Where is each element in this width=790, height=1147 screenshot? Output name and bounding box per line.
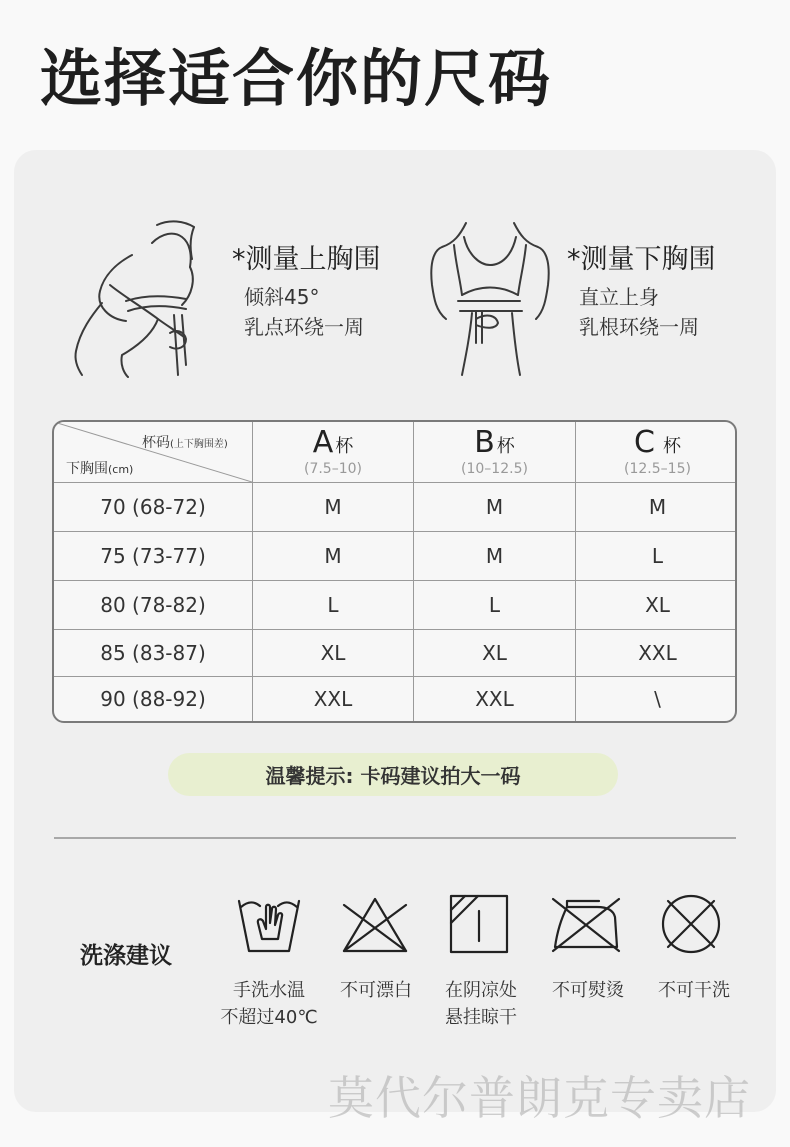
shade-dry-label: 在阴凉处 悬挂晾干 [445,980,517,1028]
size-cell-a: M [252,532,413,580]
section-divider [54,837,736,839]
size-tip-banner: 温馨提示: 卡码建议拍大一码 [168,753,618,796]
lower-bust-step-1: 直立上身 [579,285,659,309]
band-size-cell: 70 (68-72) [100,495,206,519]
cup-b-suffix: 杯 [496,436,515,457]
cup-c-suffix: 杯 [662,436,681,457]
header-cup-label: 杯码(上下胸围差) [142,435,228,451]
band-size-cell: 90 (88-92) [100,687,206,711]
cup-b-header [413,422,575,482]
size-cell-c: M [575,483,737,531]
size-cell-b: L [413,581,575,629]
upper-bust-step-2: 乳点环绕一周 [244,315,364,339]
cup-a-range: (7.5–10) [303,461,362,477]
no-bleach-icon [340,893,410,955]
band-size-cell: 80 (78-82) [100,593,206,617]
cup-a-suffix: 杯 [335,436,354,457]
cup-c-letter: C [634,425,655,460]
size-cell-b: XXL [413,677,575,721]
lower-bust-illustration [420,215,560,380]
lower-bust-step-2: 乳根环绕一周 [579,315,699,339]
no-bleach-label: 不可漂白 [340,980,412,1001]
band-size-cell: 75 (73-77) [100,544,206,568]
no-iron-icon [549,893,623,955]
size-cell-a: L [252,581,413,629]
lower-bust-instructions [567,246,716,337]
cup-c-header [575,422,737,482]
upper-bust-instructions [232,246,381,337]
band-size-cell: 85 (83-87) [100,641,206,665]
table-row [54,676,735,721]
size-cell-c: \ [575,677,737,721]
store-watermark: 莫代尔普朗克专卖店 [328,1071,751,1125]
cup-a-header [252,422,413,482]
cup-c-range: (12.5–15) [624,461,691,477]
size-cell-c: L [575,532,737,580]
shade-dry-icon [448,893,510,955]
hand-wash-icon [236,893,302,955]
size-table [52,420,737,723]
size-cell-a: XXL [252,677,413,721]
page-title: 选择适合你的尺码 [40,42,553,115]
size-cell-b: M [413,532,575,580]
table-row [54,531,735,580]
table-row [54,629,735,676]
table-header-row [54,422,735,482]
hand-wash-label: 手洗水温 不超过40℃ [220,980,318,1028]
header-band-label: 下胸围(cm) [66,461,134,477]
no-iron-label: 不可熨烫 [552,980,624,1001]
cup-b-letter: B [474,425,495,460]
upper-bust-title: *测量上胸围 [232,244,381,275]
lower-bust-title: *测量下胸围 [567,244,716,275]
no-dry-clean-label: 不可干洗 [658,980,730,1001]
table-row [54,580,735,629]
header-corner-cell [54,422,252,482]
size-cell-b: XL [413,630,575,676]
no-dry-clean-icon [660,893,722,955]
size-cell-a: XL [252,630,413,676]
wash-section-title: 洗涤建议 [80,943,172,969]
cup-a-letter: A [312,425,334,460]
table-row [54,482,735,531]
size-cell-c: XL [575,581,737,629]
upper-bust-step-1: 倾斜45° [244,285,320,309]
size-cell-a: M [252,483,413,531]
cup-b-range: (10–12.5) [461,461,528,477]
size-cell-b: M [413,483,575,531]
size-cell-c: XXL [575,630,737,676]
upper-bust-illustration [62,215,212,380]
